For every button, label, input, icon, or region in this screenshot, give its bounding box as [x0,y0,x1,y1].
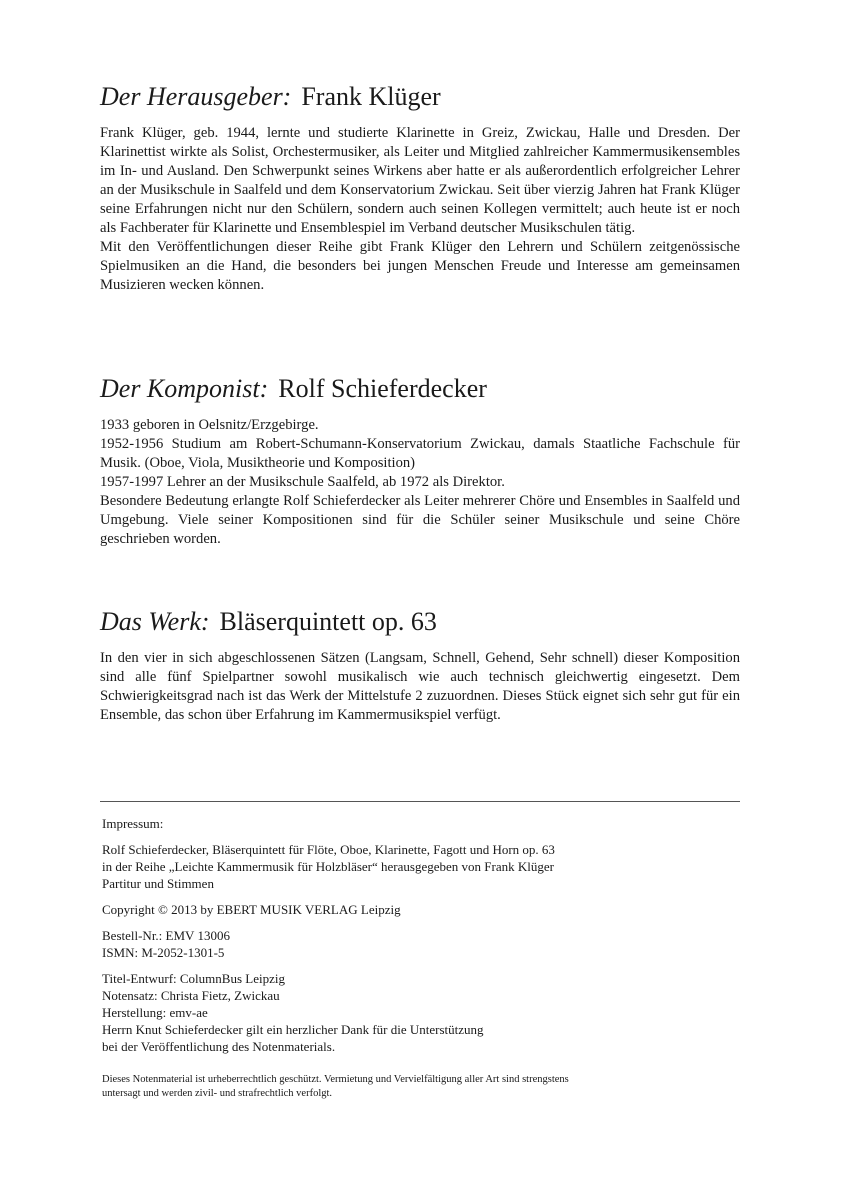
section-body [100,124,740,295]
section-body [100,649,740,725]
heading-name: Bläserquintett op. 63 [219,607,437,636]
section-body [100,416,740,549]
credit-line: Herstellung: emv-ae [102,1005,208,1020]
impressum-line: Partitur und Stimmen [102,876,214,891]
paragraph: Besondere Bedeutung erlangte Rolf Schieferdecker als Leiter mehrerer Chöre und Ensembles in Saalfeld und Umgebung. Viele seiner Kompositionen sind für die Schüler seiner Musikschule und seine Chöre geschrieben worden. [100,493,740,547]
paragraph: 1933 geboren in Oelsnitz/Erzgebirge. [100,417,319,433]
paragraph: In den vier in sich abgeschlossenen Sätzen (Langsam, Schnell, Gehend, Sehr schnell) dieser Komposition sind alle fünf Spielpartner sowohl musikalisch wie auch technisch gleichwertig eingesetzt. Dem Schwierigkeitsgrad nach ist das Werk der Mittelstufe 2 zuzuordnen. Dieses Stück eignet sich sehr gut für ein Ensemble, das schon über Erfahrung im Kammermusikspiel verfügt. [100,650,740,723]
section-heading [100,82,740,112]
impressum-line: in der Reihe „Leichte Kammermusik für Holzbläser“ herausgegeben von Frank Klüger [102,859,554,874]
impressum-copyright: Copyright © 2013 by EBERT MUSIK VERLAG Leipzig [102,902,401,917]
paragraph: 1952-1956 Studium am Robert-Schumann-Konservatorium Zwickau, damals Staatliche Fachschule für Musik. (Oboe, Viola, Musiktheorie und Komposition) [100,436,740,471]
impressum-title: Impressum: [102,816,164,831]
heading-name: Frank Klüger [301,82,441,111]
ismn: ISMN: M-2052-1301-5 [102,945,225,960]
impressum-credits [102,970,742,1055]
paragraph: 1957-1997 Lehrer an der Musikschule Saalfeld, ab 1972 als Direktor. [100,474,505,490]
impressum-numbers [102,927,742,961]
impressum-line: Rolf Schieferdecker, Bläserquintett für Flöte, Oboe, Klarinette, Fagott und Horn op. 63 [102,842,555,857]
impressum-edition [102,841,742,892]
section-heading [100,607,740,637]
divider [100,801,740,802]
section-herausgeber [100,82,740,295]
credit-line: Notensatz: Christa Fietz, Zwickau [102,988,280,1003]
order-number: Bestell-Nr.: EMV 13006 [102,928,230,943]
notice-line: untersagt und werden zivil- und strafrechtlich verfolgt. [102,1088,333,1099]
notice-line: Dieses Notenmaterial ist urheberrechtlich geschützt. Vermietung und Vervielfältigung aller Art sind strengstens [102,1074,569,1085]
heading-label: Das Werk: [100,607,210,636]
section-werk [100,607,740,725]
credit-line: Herrn Knut Schieferdecker gilt ein herzlicher Dank für die Unterstützung [102,1022,484,1037]
credit-line: bei der Veröffentlichung des Notenmaterials. [102,1039,336,1054]
heading-label: Der Komponist: [100,374,269,403]
heading-name: Rolf Schieferdecker [278,374,487,403]
impressum [102,815,742,1064]
paragraph: Mit den Veröffentlichungen dieser Reihe gibt Frank Klüger den Lehrern und Schülern zeitgenössische Spielmusiken an die Hand, die besonders bei jungen Menschen Freude und Interesse am gemeinsamen Musizieren wecken können. [100,239,740,293]
section-komponist [100,374,740,549]
section-heading [100,374,740,404]
copyright-notice [102,1073,742,1101]
credit-line: Titel-Entwurf: ColumnBus Leipzig [102,971,285,986]
heading-label: Der Herausgeber: [100,82,292,111]
paragraph: Frank Klüger, geb. 1944, lernte und studierte Klarinette in Greiz, Zwickau, Halle und Dresden. Der Klarinettist wirkte als Solist, Orchestermusiker, als Leiter und Mitglied zahlreicher Kammermusikensembles im In- und Ausland. Den Schwerpunkt seines Wirkens aber hatte er als außerordentlich erfolgreicher Lehrer an der Musikschule in Saalfeld und dem Konservatorium Zwickau. Seit über vierzig Jahren hat Frank Klüger seine Erfahrungen nicht nur den Schülern, sondern auch seinen Kollegen vermittelt; auch heute ist er noch als Fachberater für Klarinette und Ensemblespiel im Verband deutscher Musikschulen tätig. [100,125,740,236]
